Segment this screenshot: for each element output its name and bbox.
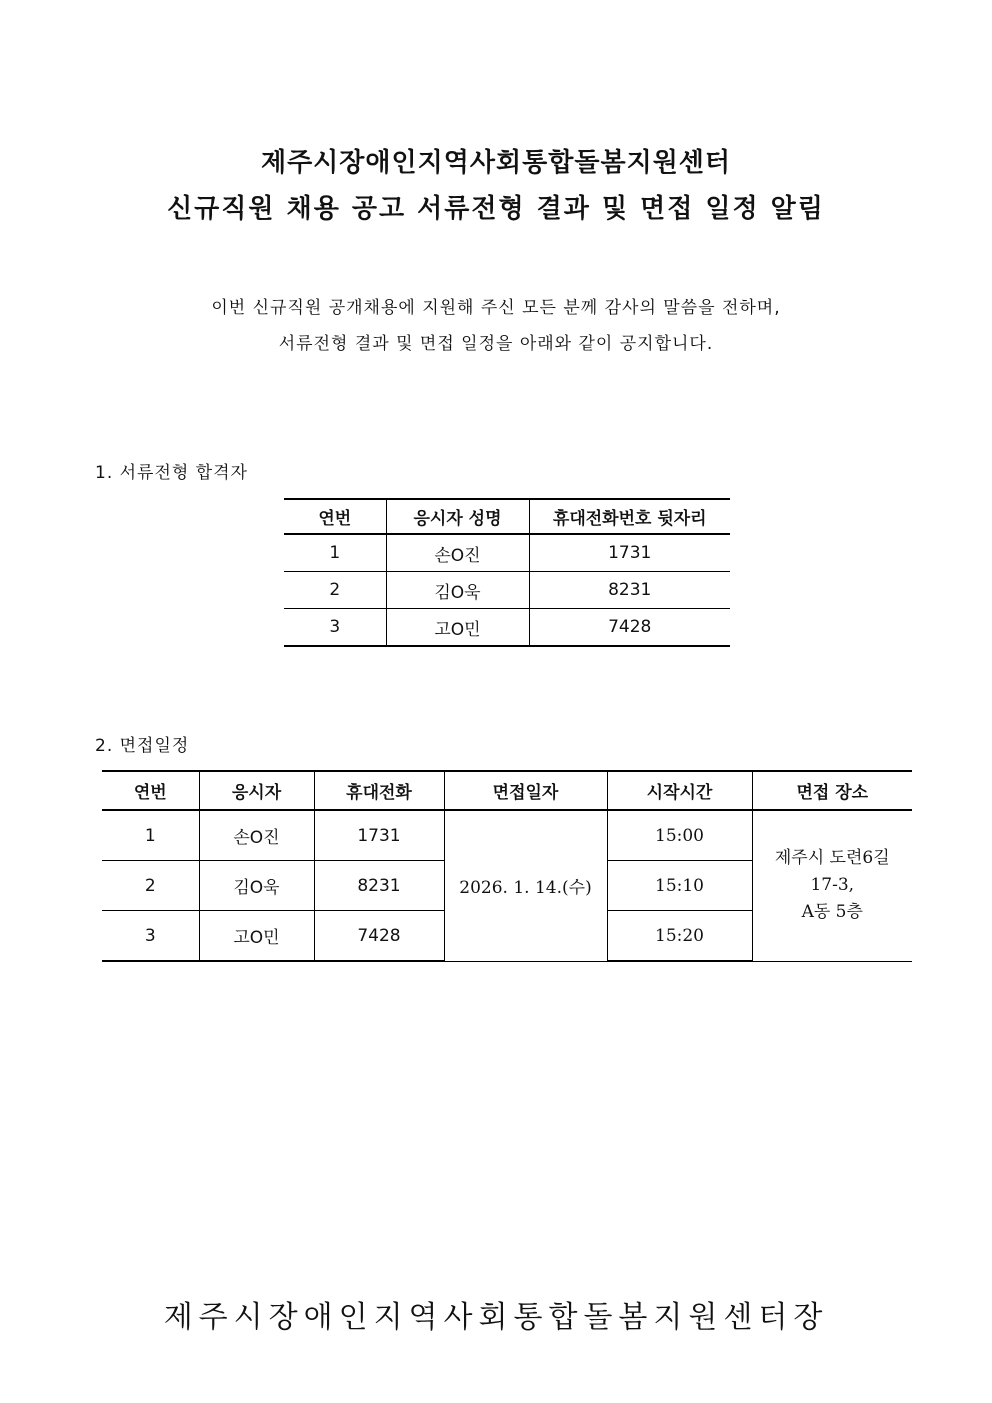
col-header-venue: 면접 장소 bbox=[752, 771, 912, 810]
intro-line-2: 서류전형 결과 및 면접 일정을 아래와 같이 공지합니다. bbox=[278, 334, 714, 354]
cell-phone: 1731 bbox=[529, 534, 730, 572]
cell-no: 3 bbox=[284, 609, 386, 647]
interview-schedule-table bbox=[102, 770, 912, 962]
col-header-date: 면접일자 bbox=[444, 771, 607, 810]
cell-name: 손O진 bbox=[199, 810, 314, 861]
col-header-start-time: 시작시간 bbox=[607, 771, 752, 810]
cell-no: 2 bbox=[284, 572, 386, 609]
cell-no: 1 bbox=[102, 810, 199, 861]
cell-phone: 7428 bbox=[314, 911, 444, 962]
cell-name: 고O민 bbox=[386, 609, 529, 647]
venue-line-3: A동 5층 bbox=[801, 902, 863, 923]
footer-signature: 제주시장애인지역사회통합돌봄지원센터장 bbox=[163, 1300, 829, 1335]
cell-no: 2 bbox=[102, 861, 199, 911]
section1-heading: 1. 서류전형 합격자 bbox=[95, 463, 248, 483]
col-header-no: 연번 bbox=[284, 499, 386, 534]
table-row bbox=[284, 534, 730, 572]
col-header-applicant: 응시자 bbox=[199, 771, 314, 810]
table-row bbox=[284, 572, 730, 609]
cell-no: 1 bbox=[284, 534, 386, 572]
table-header-row bbox=[284, 499, 730, 534]
cell-interview-date: 2026. 1. 14.(수) bbox=[444, 810, 607, 961]
section2-heading: 2. 면접일정 bbox=[95, 736, 190, 756]
cell-phone: 1731 bbox=[314, 810, 444, 861]
cell-name: 김O욱 bbox=[386, 572, 529, 609]
col-header-name: 응시자 성명 bbox=[386, 499, 529, 534]
cell-venue bbox=[752, 810, 912, 961]
cell-start-time: 15:00 bbox=[607, 810, 752, 861]
table-row bbox=[102, 810, 912, 861]
table-row bbox=[284, 609, 730, 647]
intro-paragraph bbox=[0, 290, 992, 362]
venue-line-1: 제주시 도련6길 bbox=[774, 848, 890, 869]
document-pass-table bbox=[284, 498, 730, 647]
cell-start-time: 15:10 bbox=[607, 861, 752, 911]
cell-start-time: 15:20 bbox=[607, 911, 752, 962]
venue-line-2: 17-3, bbox=[810, 875, 855, 896]
col-header-no: 연번 bbox=[102, 771, 199, 810]
cell-phone: 8231 bbox=[314, 861, 444, 911]
cell-name: 손O진 bbox=[386, 534, 529, 572]
cell-name: 고O민 bbox=[199, 911, 314, 962]
document-subtitle: 신규직원 채용 공고 서류전형 결과 및 면접 일정 알림 bbox=[167, 194, 825, 224]
cell-name: 김O욱 bbox=[199, 861, 314, 911]
cell-phone: 7428 bbox=[529, 609, 730, 647]
table-header-row bbox=[102, 771, 912, 810]
cell-phone: 8231 bbox=[529, 572, 730, 609]
intro-line-1: 이번 신규직원 공개채용에 지원해 주신 모든 분께 감사의 말씀을 전하며, bbox=[211, 298, 781, 318]
document-title: 제주시장애인지역사회통합돌봄지원센터 bbox=[260, 148, 732, 178]
cell-no: 3 bbox=[102, 911, 199, 962]
col-header-phone: 휴대전화번호 뒷자리 bbox=[529, 499, 730, 534]
col-header-phone: 휴대전화 bbox=[314, 771, 444, 810]
